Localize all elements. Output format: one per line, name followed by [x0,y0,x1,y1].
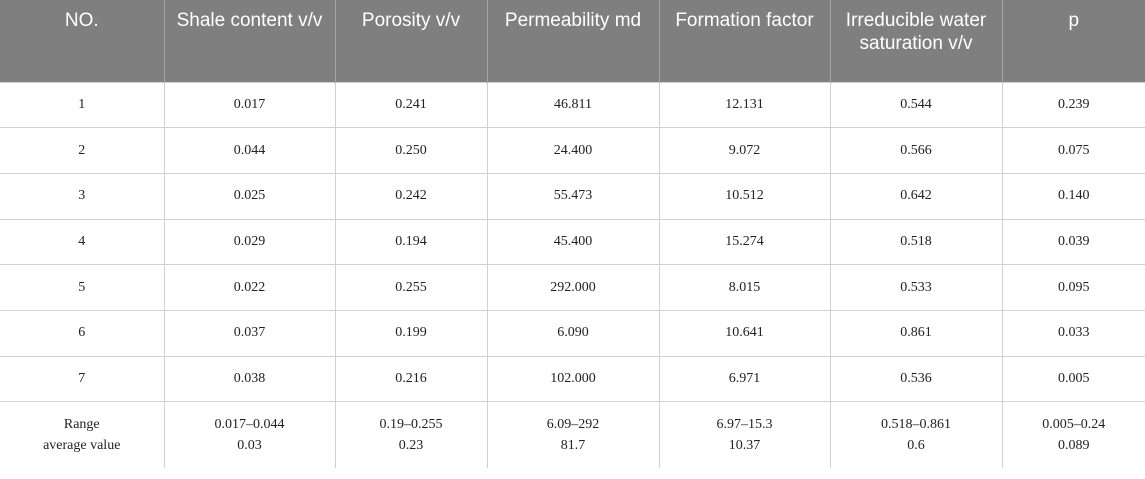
cell-p: 0.140 [1002,173,1145,219]
cell-shale-content: 0.037 [164,310,335,356]
cell-porosity: 0.216 [335,356,487,402]
cell-formation-factor: 10.641 [659,310,830,356]
cell-permeability: 55.473 [487,173,659,219]
range-value: 0.518–0.861 [881,417,951,433]
table-header [0,0,1145,82]
summary-label-cell [0,402,164,468]
range-value: 0.005–0.24 [1042,417,1106,433]
table-row [0,128,1145,174]
cell-p: 0.095 [1002,265,1145,311]
cell-no: 1 [0,82,164,128]
cell-no: 4 [0,219,164,265]
cell-shale-content: 0.029 [164,219,335,265]
cell-irreducible-water-saturation: 0.544 [830,82,1002,128]
summary-shale-content [164,402,335,468]
cell-irreducible-water-saturation: 0.518 [830,219,1002,265]
range-value: 0.017–0.044 [214,417,285,433]
header-no: NO. [0,0,164,82]
cell-formation-factor: 15.274 [659,219,830,265]
cell-no: 6 [0,310,164,356]
cell-shale-content: 0.022 [164,265,335,311]
cell-formation-factor: 12.131 [659,82,830,128]
average-value: 0.23 [398,438,424,454]
range-value: 6.09–292 [546,417,600,433]
average-label: average value [43,438,121,454]
table-row [0,265,1145,311]
cell-irreducible-water-saturation: 0.566 [830,128,1002,174]
cell-shale-content: 0.025 [164,173,335,219]
summary-permeability [487,402,659,468]
header-permeability: Permeability md [487,0,659,82]
cell-irreducible-water-saturation: 0.536 [830,356,1002,402]
average-value: 0.089 [1058,438,1090,454]
cell-no: 3 [0,173,164,219]
cell-permeability: 45.400 [487,219,659,265]
cell-formation-factor: 10.512 [659,173,830,219]
cell-porosity: 0.199 [335,310,487,356]
range-value: 0.19–0.255 [379,417,443,433]
cell-formation-factor: 9.072 [659,128,830,174]
range-label: Range [63,417,100,433]
summary-formation-factor [659,402,830,468]
summary-irreducible-water-saturation [830,402,1002,468]
cell-porosity: 0.241 [335,82,487,128]
cell-p: 0.033 [1002,310,1145,356]
cell-shale-content: 0.044 [164,128,335,174]
cell-irreducible-water-saturation: 0.533 [830,265,1002,311]
cell-porosity: 0.255 [335,265,487,311]
header-porosity: Porosity v/v [335,0,487,82]
cell-permeability: 102.000 [487,356,659,402]
cell-p: 0.075 [1002,128,1145,174]
cell-irreducible-water-saturation: 0.861 [830,310,1002,356]
cell-p: 0.039 [1002,219,1145,265]
average-value: 10.37 [728,438,761,454]
header-shale-content: Shale content v/v [164,0,335,82]
average-value: 81.7 [560,438,586,454]
cell-p: 0.005 [1002,356,1145,402]
average-value: 0.03 [237,438,262,454]
table-row [0,310,1145,356]
cell-formation-factor: 8.015 [659,265,830,311]
cell-permeability: 6.090 [487,310,659,356]
cell-porosity: 0.194 [335,219,487,265]
header-irreducible-water-saturation: Irreducible water saturation v/v [830,0,1002,82]
cell-no: 2 [0,128,164,174]
cell-irreducible-water-saturation: 0.642 [830,173,1002,219]
cell-no: 7 [0,356,164,402]
header-row [0,0,1145,82]
cell-shale-content: 0.017 [164,82,335,128]
table-row [0,356,1145,402]
cell-formation-factor: 6.971 [659,356,830,402]
header-p: p [1002,0,1145,82]
cell-porosity: 0.242 [335,173,487,219]
cell-shale-content: 0.038 [164,356,335,402]
cell-permeability: 292.000 [487,265,659,311]
table-row [0,219,1145,265]
cell-permeability: 24.400 [487,128,659,174]
cell-p: 0.239 [1002,82,1145,128]
cell-porosity: 0.250 [335,128,487,174]
summary-porosity [335,402,487,468]
range-value: 6.97–15.3 [716,417,773,433]
table-row [0,82,1145,128]
table-row [0,173,1145,219]
header-formation-factor: Formation factor [659,0,830,82]
summary-row [0,402,1145,468]
table-body [0,82,1145,468]
cell-no: 5 [0,265,164,311]
cell-permeability: 46.811 [487,82,659,128]
average-value: 0.6 [907,438,925,454]
summary-p [1002,402,1145,468]
